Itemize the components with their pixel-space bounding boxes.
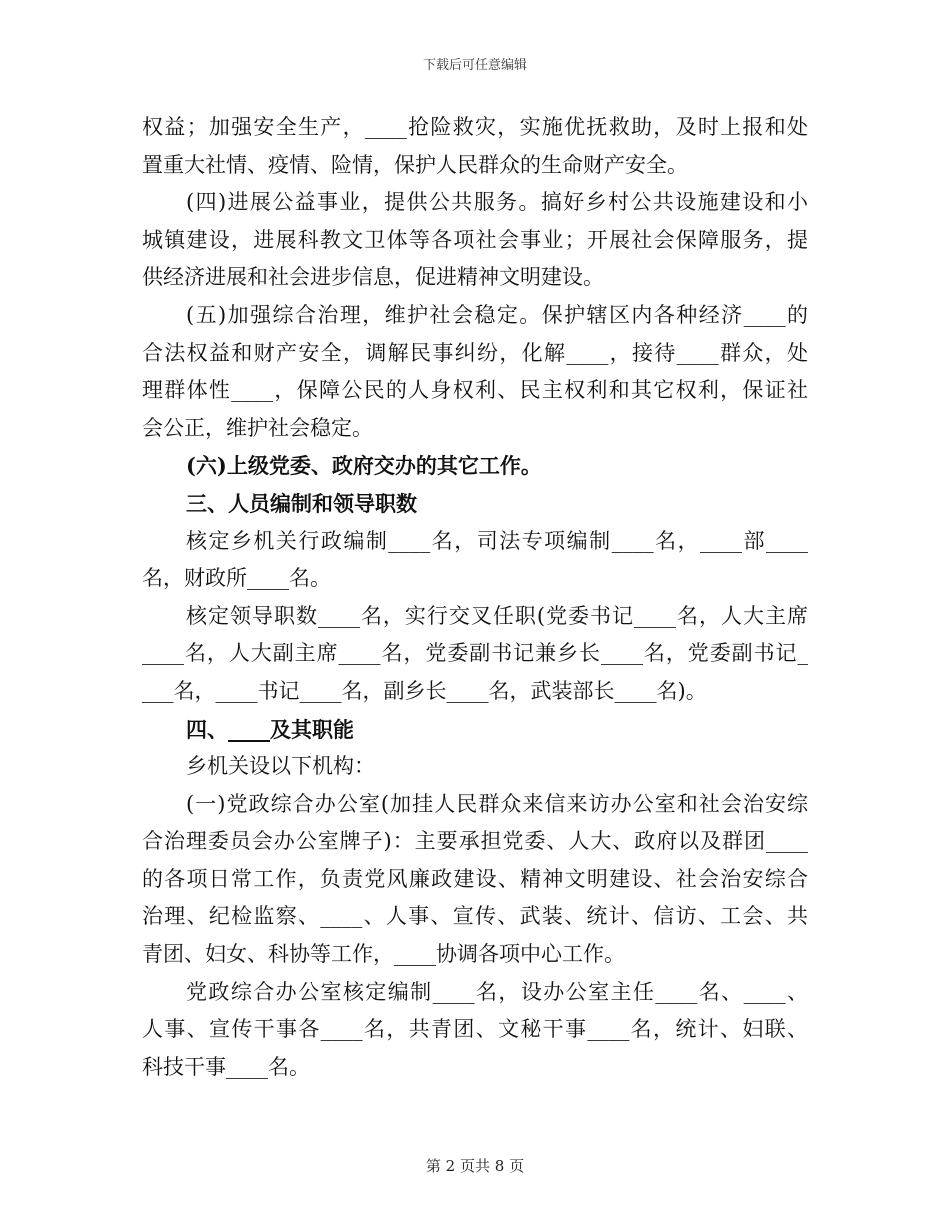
body-text-line: (一)党政综合办公室(加挂人民群众来信来访办公室和社会治安综 <box>186 791 808 816</box>
body-text-line: 合治理委员会办公室牌子)：主要承担党委、人大、政府以及群团____ <box>142 829 808 854</box>
body-text-line: 核定乡机关行政编制____名，司法专项编制____名，____部____ <box>186 528 808 553</box>
page-footer: 第 2 页共 8 页 <box>425 1157 525 1175</box>
body-text-line: 名，财政所____名。 <box>142 566 331 591</box>
document-body <box>142 109 808 1086</box>
body-text-line: 城镇建设，进展科教文卫体等各项社会事业；开展社会保障服务，提 <box>142 227 808 252</box>
body-text-line: ____名，人大副主席____名，党委副书记兼乡长____名，党委副书记_ <box>142 641 808 666</box>
body-text-line: 合法权益和财产安全，调解民事纠纷，化解____，接待____群众，处 <box>142 340 808 365</box>
body-text-line: 青团、妇女、科协等工作，____协调各项中心工作。 <box>142 942 625 967</box>
body-text-line: 供经济进展和社会进步信息，促进精神文明建设。 <box>142 265 604 290</box>
body-text-line: 理群体性____，保障公民的人身权利、民主权利和其它权利，保证社 <box>142 378 808 403</box>
section-heading-line: 四、____及其职能 <box>186 716 354 742</box>
body-text-line: 置重大社情、疫情、险情，保护人民群众的生命财产安全。 <box>142 152 688 177</box>
body-text-line: 的各项日常工作，负责党风廉政建设、精神文明建设、社会治安综合 <box>142 866 808 891</box>
body-text-line: 人事、宣传干事各____名，共青团、文秘干事____名，统计、妇联、 <box>142 1017 808 1042</box>
body-text-line: (五)加强综合治理，维护社会稳定。保护辖区内各种经济____的 <box>186 302 808 327</box>
body-text-line: 核定领导职数____名，实行交叉任职(党委书记____名，人大主席 <box>186 603 808 628</box>
body-text-line: 治理、纪检监察、____、人事、宣传、武装、统计、信访、工会、共 <box>142 904 808 929</box>
page-header: 下载后可任意编辑 <box>422 58 527 73</box>
body-text-line: ___名，____书记____名，副乡长____名，武装部长____名)。 <box>142 678 707 703</box>
section-heading-line: 三、人员编制和领导职数 <box>186 490 417 516</box>
body-text-line: 党政综合办公室核定编制____名，设办公室主任____名、____、 <box>186 979 808 1004</box>
body-text-line: 会公正，维护社会稳定。 <box>142 415 373 440</box>
section-heading-line: (六)上级党委、政府交办的其它工作。 <box>186 453 542 479</box>
body-text-line: 乡机关设以下机构： <box>186 754 375 779</box>
body-text-line: 权益；加强安全生产，____抢险救灾，实施优抚救助，及时上报和处 <box>142 115 808 139</box>
body-text-line: (四)进展公益事业，提供公共服务。搞好乡村公共设施建设和小 <box>186 190 808 215</box>
body-text-line: 科技干事____名。 <box>142 1054 310 1079</box>
